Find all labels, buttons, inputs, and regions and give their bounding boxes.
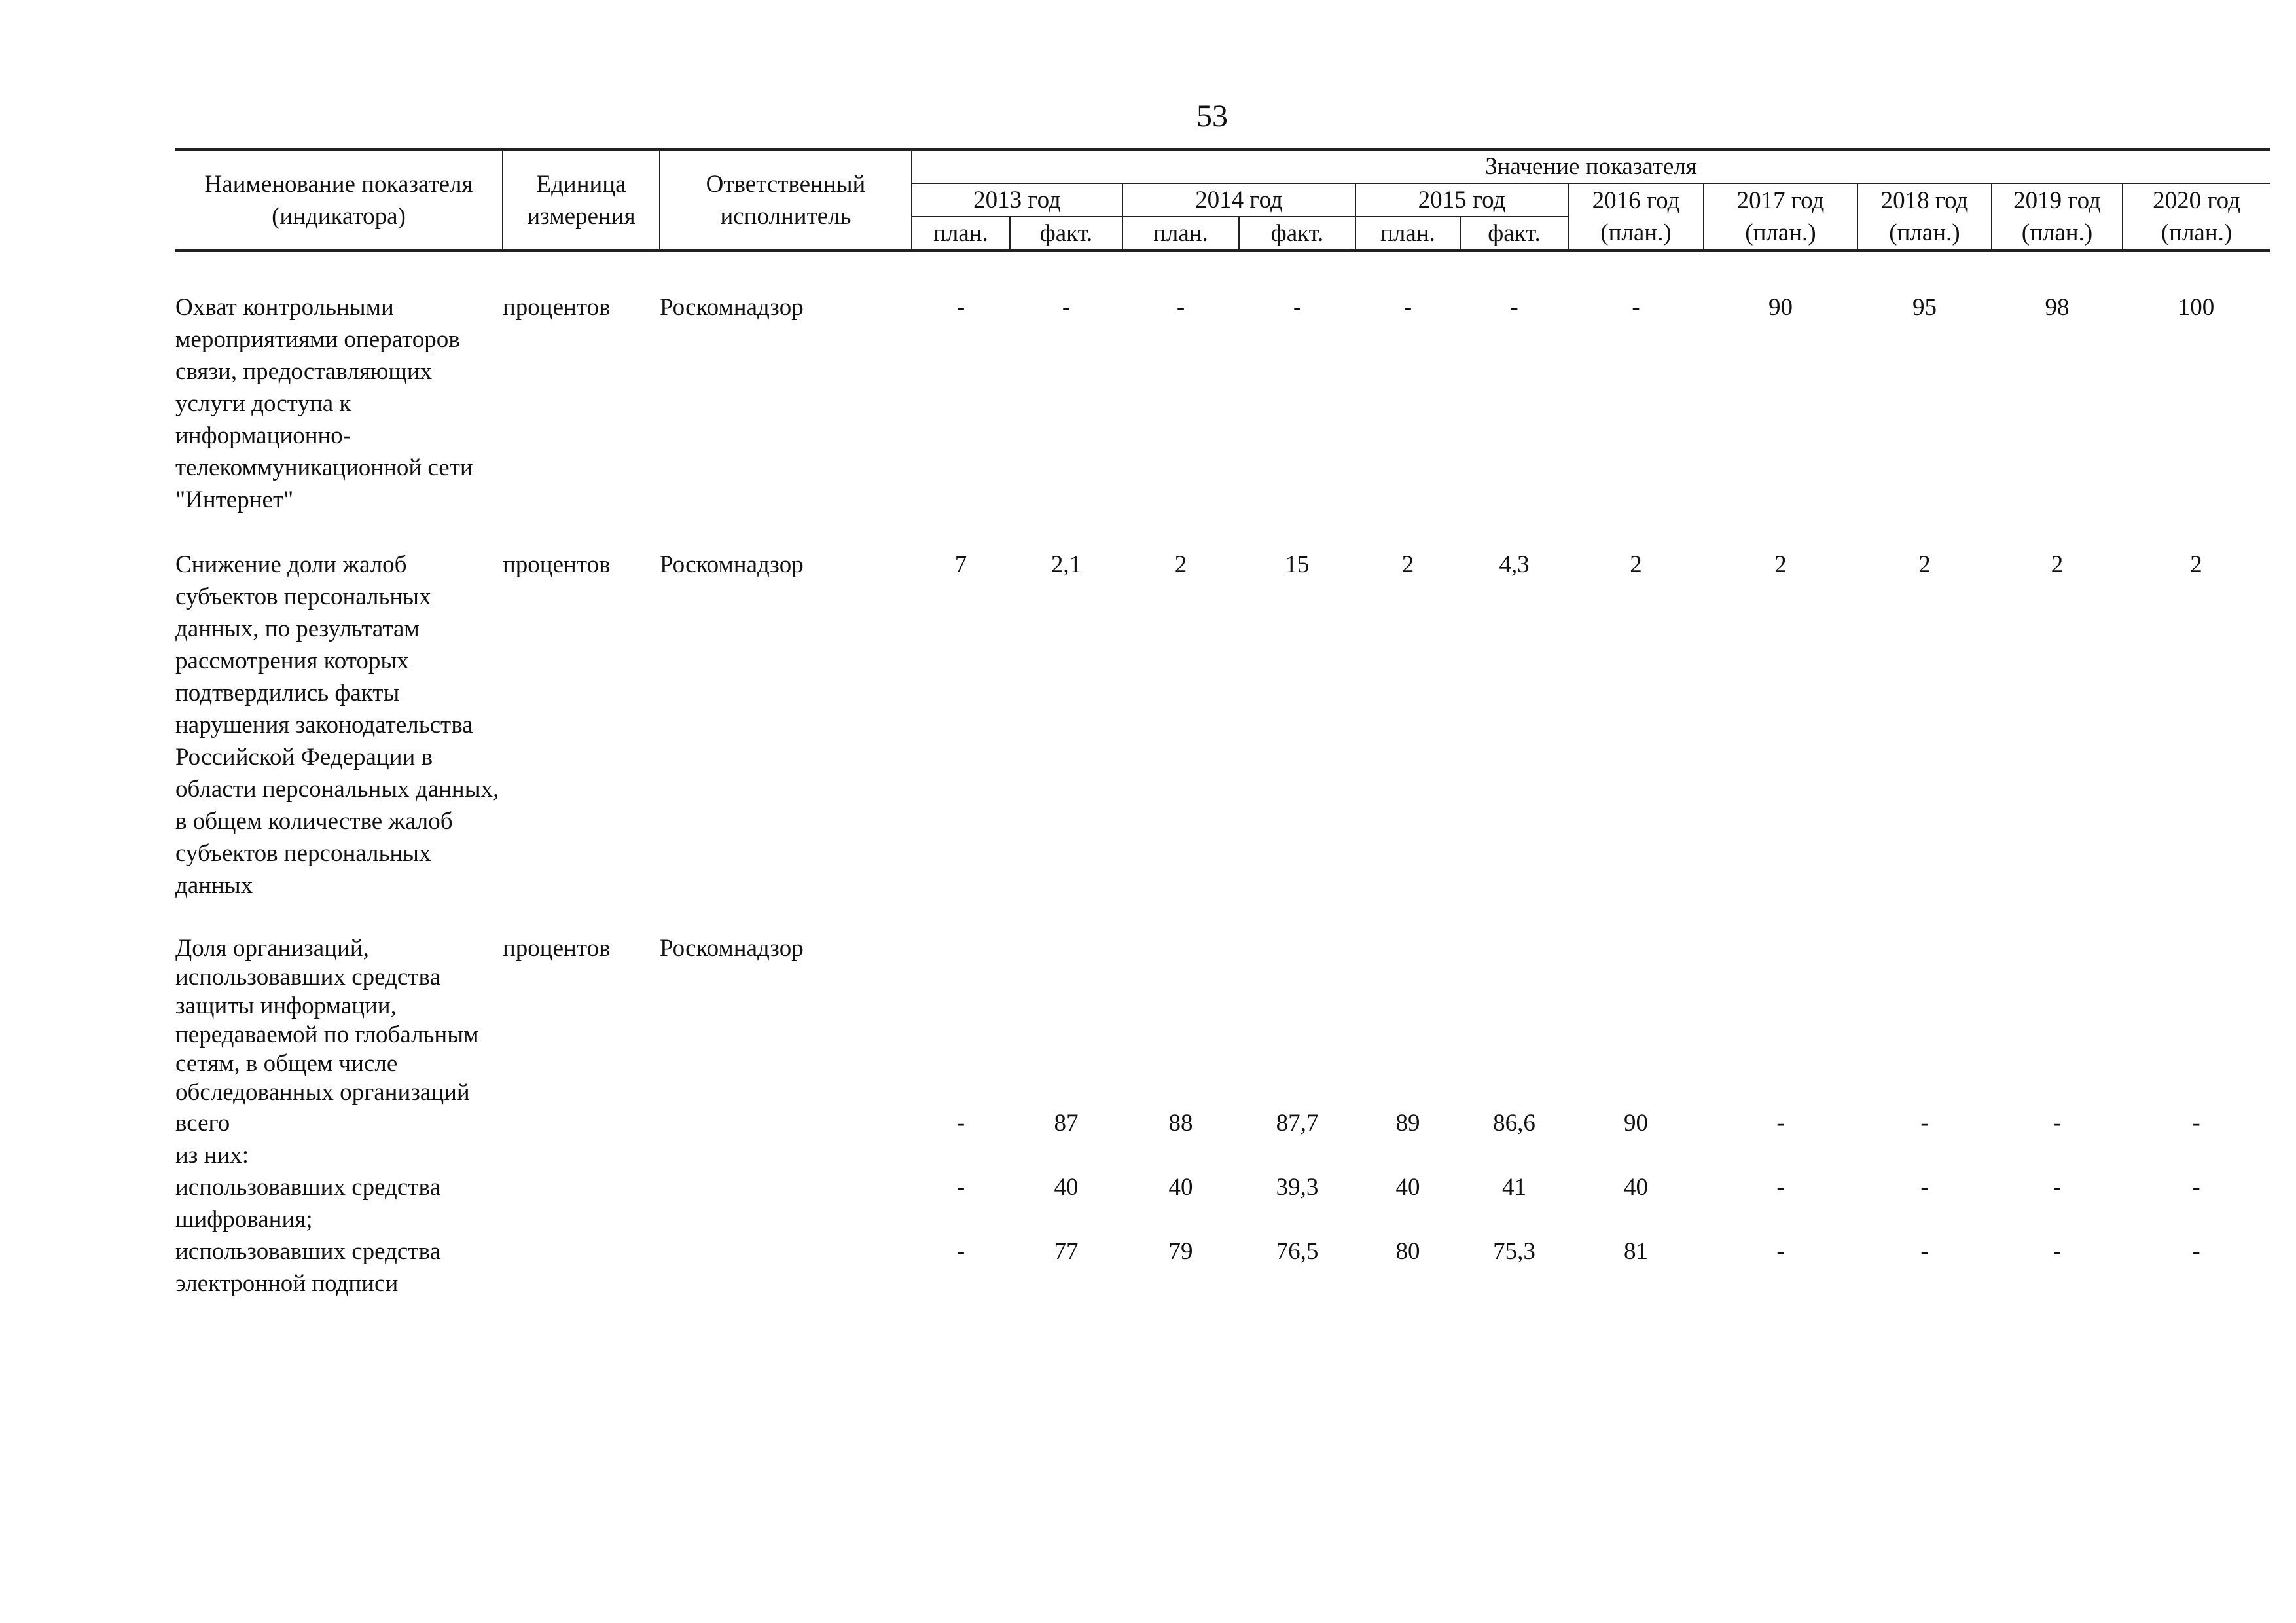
header-2020: 2020 год (план.)	[2123, 183, 2270, 251]
value-2018-plan: 95	[1912, 294, 1937, 321]
value-2014-fact: 39,3	[1276, 1174, 1319, 1201]
value-2013-plan: -	[956, 294, 965, 321]
header-unit: Единица измерения	[503, 149, 660, 251]
header-2019: 2019 год (план.)	[1992, 183, 2123, 251]
value-2014-fact: 76,5	[1276, 1238, 1319, 1265]
value-2019-plan: 98	[2045, 294, 2070, 321]
value-2017-plan: -	[1776, 1110, 1785, 1137]
subrow-name: использовавших средства электронной подписи	[175, 1238, 440, 1297]
value-2014-fact: -	[1293, 294, 1302, 321]
indicator-executor: Роскомнадзор	[660, 551, 804, 578]
value-2016-plan: 81	[1624, 1238, 1648, 1265]
value-2020-plan: 2	[2190, 551, 2202, 578]
indicator-executor: Роскомнадзор	[660, 935, 804, 962]
value-2013-fact: 77	[1054, 1238, 1079, 1265]
indicator-name: Доля организаций, использовавших средства защиты информации, передаваемой по глобальным сетям, в общем числе обследованных организаций	[175, 935, 479, 1106]
header-2016: 2016 год (план.)	[1568, 183, 1704, 251]
value-2015-plan: -	[1403, 294, 1412, 321]
header-executor: Ответственный исполнитель	[660, 149, 912, 251]
value-2015-plan: 80	[1395, 1238, 1420, 1265]
value-2019-plan: 2	[2051, 551, 2064, 578]
value-2015-plan: 40	[1395, 1174, 1420, 1201]
subrow	[175, 1171, 2270, 1235]
value-2020-plan: -	[2192, 1110, 2200, 1137]
value-2019-plan: -	[2053, 1174, 2062, 1201]
value-2013-fact: 87	[1054, 1110, 1079, 1137]
value-2019-plan: -	[2053, 1110, 2062, 1137]
indicator-name: Охват контрольными мероприятиями операторов связи, предоставляющих услуги доступа к информационно-телекоммуникационной сети "Интернет"	[175, 294, 473, 513]
value-2015-plan: 89	[1395, 1110, 1420, 1137]
value-2015-fact: -	[1510, 294, 1518, 321]
value-2016-plan: 90	[1624, 1110, 1648, 1137]
value-2014-plan: 79	[1168, 1238, 1193, 1265]
header-2014-plan: план.	[1122, 217, 1239, 251]
indicator-unit: процентов	[503, 294, 611, 321]
indicators-table	[175, 148, 2270, 1300]
header-2014: 2014 год	[1122, 183, 1355, 217]
value-2020-plan: 100	[2178, 294, 2215, 321]
value-2013-plan: -	[956, 1174, 965, 1201]
indicator-unit: процентов	[503, 935, 611, 962]
header-name: Наименование показателя (индикатора)	[175, 149, 503, 251]
value-2016-plan: 2	[1630, 551, 1642, 578]
indicator-unit: процентов	[503, 551, 611, 578]
value-2018-plan: -	[1920, 1110, 1929, 1137]
value-2013-fact: -	[1062, 294, 1071, 321]
value-2014-fact: 87,7	[1276, 1110, 1319, 1137]
subrow-name: из них:	[175, 1142, 249, 1169]
value-2014-plan: -	[1176, 294, 1185, 321]
header-2017: 2017 год (план.)	[1704, 183, 1857, 251]
value-2015-fact: 4,3	[1499, 551, 1530, 578]
value-2020-plan: -	[2192, 1174, 2200, 1201]
subrow	[175, 1107, 2270, 1139]
value-2013-fact: 40	[1054, 1174, 1079, 1201]
header-2013-fact: факт.	[1010, 217, 1122, 251]
value-2019-plan: -	[2053, 1238, 2062, 1265]
value-2013-plan: -	[956, 1110, 965, 1137]
page-number: 53	[1196, 99, 1228, 134]
header-value: Значение показателя	[912, 149, 2270, 183]
value-2014-plan: 40	[1168, 1174, 1193, 1201]
value-2015-fact: 75,3	[1493, 1238, 1535, 1265]
value-2013-plan: 7	[954, 551, 967, 578]
value-2017-plan: 2	[1774, 551, 1787, 578]
subrow	[175, 1235, 2270, 1300]
indicator-executor: Роскомнадзор	[660, 294, 804, 321]
subrow-name: всего	[175, 1110, 230, 1137]
header-2018: 2018 год (план.)	[1857, 183, 1992, 251]
header-2015-plan: план.	[1355, 217, 1460, 251]
indicator-name: Снижение доли жалоб субъектов персональных данных, по результатам рассмотрения которых подтвердились факты нарушения законодательства Российской Федерации в области персональных данных, в общем количестве жалоб субъектов персональных данных	[175, 551, 499, 899]
value-2016-plan: -	[1632, 294, 1640, 321]
value-2016-plan: 40	[1624, 1174, 1648, 1201]
value-2014-plan: 2	[1174, 551, 1187, 578]
subrow-name: использовавших средства шифрования;	[175, 1174, 440, 1233]
value-2017-plan: -	[1776, 1174, 1785, 1201]
header-2013-plan: план.	[912, 217, 1010, 251]
value-2013-fact: 2,1	[1050, 551, 1082, 578]
indicator-row	[175, 291, 2270, 516]
indicator-row	[175, 549, 2270, 902]
value-2018-plan: 2	[1918, 551, 1931, 578]
value-2017-plan: 90	[1768, 294, 1793, 321]
value-2013-plan: -	[956, 1238, 965, 1265]
value-2014-plan: 88	[1168, 1110, 1193, 1137]
value-2015-plan: 2	[1401, 551, 1414, 578]
header-2015-fact: факт.	[1460, 217, 1568, 251]
header-2014-fact: факт.	[1239, 217, 1355, 251]
value-2018-plan: -	[1920, 1238, 1929, 1265]
header-2015: 2015 год	[1355, 183, 1568, 217]
header-2013: 2013 год	[912, 183, 1122, 217]
value-2014-fact: 15	[1285, 551, 1310, 578]
value-2020-plan: -	[2192, 1238, 2200, 1265]
value-2017-plan: -	[1776, 1238, 1785, 1265]
value-2015-fact: 41	[1502, 1174, 1526, 1201]
subrow	[175, 1139, 2270, 1171]
indicator-row	[175, 934, 2270, 1107]
value-2018-plan: -	[1920, 1174, 1929, 1201]
value-2015-fact: 86,6	[1493, 1110, 1535, 1137]
